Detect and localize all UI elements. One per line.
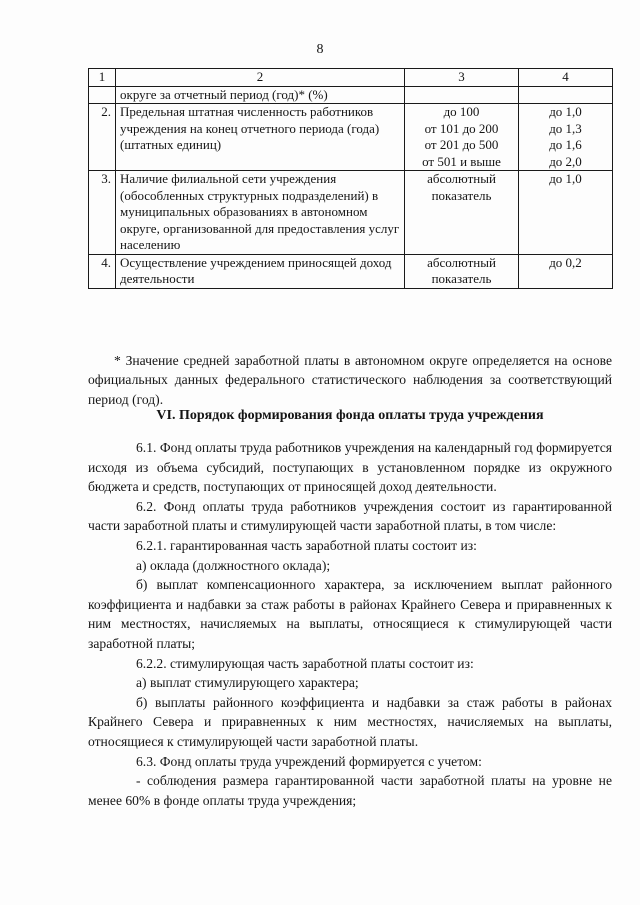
criterion-text: Наличие филиальной сети учреждения (обособленных структурных подразделений) в муниципальных образованиях в автономном округе, организованной для предоставления услуг населению — [116, 171, 405, 255]
table-row — [89, 254, 613, 288]
criterion-text: Осуществление учреждением приносящей доход деятельности — [116, 254, 405, 288]
row-number: 3. — [89, 171, 116, 255]
value-item: до 100 — [443, 104, 480, 119]
header-cell-2: 2 — [116, 69, 405, 87]
criterion-text: Предельная штатная численность работников учреждения на конец отчетного периода (года) (штатных единиц) — [116, 104, 405, 171]
paragraph-6-2-1: 6.2.1. гарантированная часть заработной платы состоит из: — [136, 537, 477, 553]
criterion-coefficient: до 1,0 — [519, 171, 613, 255]
criterion-coefficient — [519, 104, 613, 171]
coefficient-item: до 1,3 — [549, 120, 582, 136]
paragraph-6-2: 6.2. Фонд оплаты труда работников учреждения состоит из гарантированной части заработной платы и стимулирующей части заработной платы, в том числе: — [88, 498, 612, 534]
criterion-value — [405, 104, 519, 171]
list-item: б) выплат компенсационного характера, за исключением выплат районного коэффициента и надбавки за стаж работы в районах Крайнего Севера и приравненных к ним местностях, начисляемых на выплаты, относящиеся к стимулирующей части заработной платы; — [88, 577, 612, 651]
criterion-coefficient — [519, 86, 613, 104]
criterion-value — [405, 86, 519, 104]
criteria-table — [88, 68, 613, 289]
criterion-coefficient: до 0,2 — [519, 254, 613, 288]
row-number — [89, 86, 116, 104]
row-number: 2. — [89, 104, 116, 171]
table-row — [89, 171, 613, 255]
table-row — [89, 104, 613, 171]
criterion-text: округе за отчетный период (год)* (%) — [116, 86, 405, 104]
header-cell-4: 4 — [519, 69, 613, 87]
coefficient-item: до 1,0 — [549, 104, 582, 119]
paragraph-6-2-2: 6.2.2. стимулирующая часть заработной платы состоит из: — [136, 655, 474, 671]
criterion-value: абсолютный показатель — [405, 171, 519, 255]
table-row — [89, 86, 613, 104]
page-number: 8 — [316, 42, 324, 57]
section-title: VI. Порядок формирования фонда оплаты труда учреждения — [156, 408, 544, 423]
value-item: от 101 до 200 — [424, 120, 499, 136]
list-item: б) выплаты районного коэффициента и надбавки за стаж работы в районах Крайнего Севера и приравненных к ним местностях, начисляемых на выплаты, относящиеся к стимулирующей части заработной платы. — [88, 694, 612, 749]
header-cell-3: 3 — [405, 69, 519, 87]
value-item: от 201 до 500 — [424, 137, 499, 152]
footnote: * Значение средней заработной платы в автономном округе определяется на основе официальных данных федерального статистического наблюдения за соответствующий период (год). — [88, 352, 612, 407]
paragraph-6-1: 6.1. Фонд оплаты труда работников учреждения на календарный год формируется исходя из объема субсидий, поступающих в установленном порядке из окружного бюджета и средств, поступающих от приносящей доход деятельности. — [88, 440, 612, 495]
value-item: от 501 и выше — [422, 153, 501, 169]
list-item: - соблюдения размера гарантированной части заработной платы на уровне не менее 60% в фонде оплаты труда учреждения; — [88, 773, 612, 808]
criterion-value: абсолютный показатель — [405, 254, 519, 288]
paragraph-6-3: 6.3. Фонд оплаты труда учреждений формируется с учетом: — [136, 753, 482, 769]
list-item: а) выплат стимулирующего характера; — [136, 675, 359, 691]
row-number: 4. — [89, 254, 116, 288]
list-item: а) оклада (должностного оклада); — [136, 557, 331, 573]
table-header-row — [89, 69, 613, 87]
header-cell-1: 1 — [89, 69, 116, 87]
coefficient-item: до 1,6 — [549, 137, 582, 152]
coefficient-item: до 2,0 — [549, 153, 582, 169]
document-body — [88, 438, 612, 810]
